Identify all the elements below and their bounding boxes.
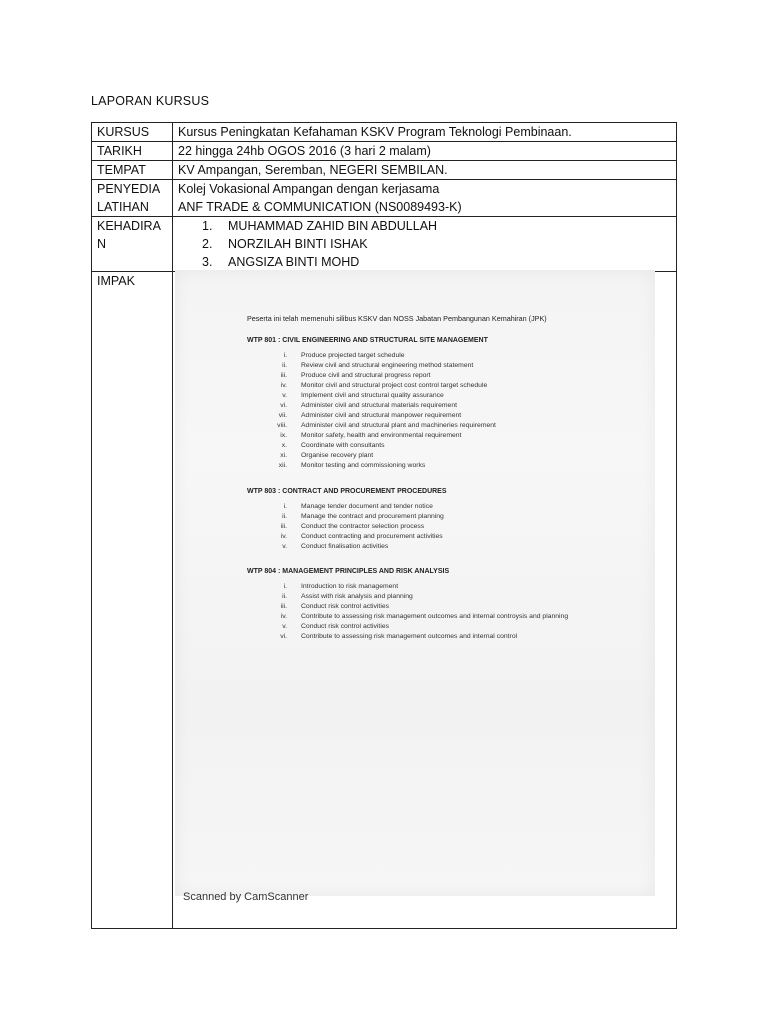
attendee-number: 1. bbox=[202, 219, 213, 233]
item-numeral: ii. bbox=[282, 593, 287, 600]
label-tempat: TEMPAT bbox=[92, 161, 173, 180]
item-text: Conduct risk control activities bbox=[301, 603, 390, 610]
item-numeral: iv. bbox=[280, 613, 287, 620]
scan-list-item bbox=[247, 451, 647, 461]
scan-list-item bbox=[247, 351, 647, 361]
item-text: Review civil and structural engineering method statement bbox=[301, 362, 474, 369]
scan-list-item bbox=[247, 421, 647, 431]
scan-list-item bbox=[247, 522, 647, 532]
scan-section-heading: WTP 803 : CONTRACT AND PROCUREMENT PROCEDURES bbox=[247, 488, 447, 495]
scan-intro: Peserta ini telah memenuhi silibus KSKV dan NOSS Jabatan Pembangunan Kemahiran (JPK) bbox=[247, 314, 547, 323]
attendee-name: NORZILAH BINTI ISHAK bbox=[228, 237, 368, 251]
scan-list-item bbox=[247, 411, 647, 421]
value-penyedia bbox=[173, 180, 677, 217]
scanned-image bbox=[175, 270, 655, 903]
row-kursus bbox=[92, 123, 677, 142]
attendee-item bbox=[202, 235, 671, 253]
item-text: Introduction to risk management bbox=[301, 583, 399, 590]
attendee-name: MUHAMMAD ZAHID BIN ABDULLAH bbox=[228, 219, 438, 233]
scan-section-list bbox=[247, 502, 647, 552]
item-numeral: i. bbox=[283, 503, 287, 510]
item-text: Assist with risk analysis and planning bbox=[301, 593, 413, 600]
attendee-number: 2. bbox=[202, 237, 213, 251]
scan-section-list bbox=[247, 351, 647, 471]
item-numeral: vi. bbox=[280, 402, 287, 409]
attendee-number: 3. bbox=[202, 255, 213, 269]
item-numeral: xi. bbox=[280, 452, 287, 459]
value-kursus: Kursus Peningkatan Kefahaman KSKV Program Teknologi Pembinaan. bbox=[173, 123, 677, 142]
item-text: Conduct the contractor selection process bbox=[301, 523, 425, 530]
item-numeral: ii. bbox=[282, 513, 287, 520]
label-kehadiran-line2: N bbox=[97, 237, 107, 251]
row-penyedia bbox=[92, 180, 677, 217]
label-penyedia-line1: PENYEDIA bbox=[97, 182, 161, 196]
item-text: Manage the contract and procurement planning bbox=[301, 513, 444, 520]
scan-list-item bbox=[247, 512, 647, 522]
item-text: Monitor safety, health and environmental requirement bbox=[301, 432, 462, 439]
item-numeral: iv. bbox=[280, 533, 287, 540]
row-tarikh bbox=[92, 142, 677, 161]
item-numeral: iii. bbox=[280, 523, 287, 530]
item-text: Monitor civil and structural project cost control target schedule bbox=[301, 382, 488, 389]
scan-footer: Scanned by CamScanner bbox=[183, 891, 309, 903]
item-text: Conduct risk control activities bbox=[301, 623, 390, 630]
scan-list-item bbox=[247, 502, 647, 512]
item-text: Administer civil and structural plant and machineries requirement bbox=[301, 422, 496, 429]
scan-section-heading: WTP 804 : MANAGEMENT PRINCIPLES AND RISK ANALYSIS bbox=[247, 568, 450, 575]
scan-list-item bbox=[247, 431, 647, 441]
item-text: Conduct finalisation activities bbox=[301, 543, 389, 550]
scan-list-item bbox=[247, 622, 647, 632]
item-text: Coordinate with consultants bbox=[301, 442, 385, 449]
row-tempat bbox=[92, 161, 677, 180]
item-text: Administer civil and structural manpower requirement bbox=[301, 412, 462, 419]
item-numeral: viii. bbox=[277, 422, 287, 429]
item-text: Produce civil and structural progress report bbox=[301, 372, 431, 379]
item-numeral: x. bbox=[281, 442, 287, 449]
label-impak: IMPAK bbox=[92, 272, 173, 929]
scan-list-item bbox=[247, 582, 647, 592]
row-kehadiran bbox=[92, 217, 677, 272]
scan-list-item bbox=[247, 391, 647, 401]
scan-list-item bbox=[247, 371, 647, 381]
item-text: Manage tender document and tender notice bbox=[301, 503, 433, 510]
item-numeral: vii. bbox=[278, 412, 287, 419]
item-numeral: iii. bbox=[280, 372, 287, 379]
item-numeral: vi. bbox=[280, 633, 287, 640]
scan-list-item bbox=[247, 381, 647, 391]
scan-list-item bbox=[247, 361, 647, 371]
item-text: Monitor testing and commissioning works bbox=[301, 462, 426, 469]
label-kursus: KURSUS bbox=[92, 123, 173, 142]
label-kehadiran-line1: KEHADIRA bbox=[97, 219, 161, 233]
label-penyedia-line2: LATIHAN bbox=[97, 200, 149, 214]
attendee-name: ANGSIZA BINTI MOHD bbox=[228, 255, 360, 269]
attendee-list bbox=[178, 217, 671, 271]
item-numeral: i. bbox=[283, 583, 287, 590]
report-table bbox=[91, 122, 677, 929]
document-title: LAPORAN KURSUS bbox=[91, 94, 210, 108]
value-penyedia-line1: Kolej Vokasional Ampangan dengan kerjasama bbox=[178, 182, 440, 196]
value-impak bbox=[173, 272, 677, 929]
scan-list-item bbox=[247, 461, 647, 471]
scan-list-item bbox=[247, 592, 647, 602]
item-numeral: v. bbox=[282, 392, 287, 399]
item-text: Produce projected target schedule bbox=[301, 352, 405, 359]
value-tempat: KV Ampangan, Seremban, NEGERI SEMBILAN. bbox=[173, 161, 677, 180]
attendee-item bbox=[202, 253, 671, 271]
attendee-item bbox=[202, 217, 671, 235]
scan-list-item bbox=[247, 401, 647, 411]
label-penyedia bbox=[92, 180, 173, 217]
item-numeral: v. bbox=[282, 543, 287, 550]
item-numeral: iii. bbox=[280, 603, 287, 610]
label-kehadiran bbox=[92, 217, 173, 272]
value-penyedia-line2: ANF TRADE & COMMUNICATION (NS0089493-K) bbox=[178, 200, 462, 214]
scan-list-item bbox=[247, 602, 647, 612]
item-numeral: ii. bbox=[282, 362, 287, 369]
item-text: Implement civil and structural quality assurance bbox=[301, 392, 444, 399]
scan-list-item bbox=[247, 612, 647, 622]
item-text: Conduct contracting and procurement activities bbox=[301, 533, 443, 540]
item-text: Administer civil and structural materials requirement bbox=[301, 402, 458, 409]
scan-list-item bbox=[247, 532, 647, 542]
item-numeral: ix. bbox=[280, 432, 287, 439]
item-numeral: xii. bbox=[278, 462, 287, 469]
scan-list-item bbox=[247, 441, 647, 451]
item-numeral: iv. bbox=[280, 382, 287, 389]
item-text: Contribute to assessing risk management outcomes and internal control bbox=[301, 633, 518, 640]
scan-list-item bbox=[247, 542, 647, 552]
value-kehadiran bbox=[173, 217, 677, 272]
item-text: Organise recovery plant bbox=[301, 452, 374, 459]
scan-section-list bbox=[247, 582, 647, 642]
item-text: Contribute to assessing risk management outcomes and internal controysis and planning bbox=[301, 613, 569, 620]
item-numeral: v. bbox=[282, 623, 287, 630]
value-tarikh: 22 hingga 24hb OGOS 2016 (3 hari 2 malam) bbox=[173, 142, 677, 161]
row-impak bbox=[92, 272, 677, 929]
label-tarikh: TARIKH bbox=[92, 142, 173, 161]
item-numeral: i. bbox=[283, 352, 287, 359]
scan-list-item bbox=[247, 632, 647, 642]
scan-section-heading: WTP 801 : CIVIL ENGINEERING AND STRUCTURAL SITE MANAGEMENT bbox=[247, 337, 488, 344]
